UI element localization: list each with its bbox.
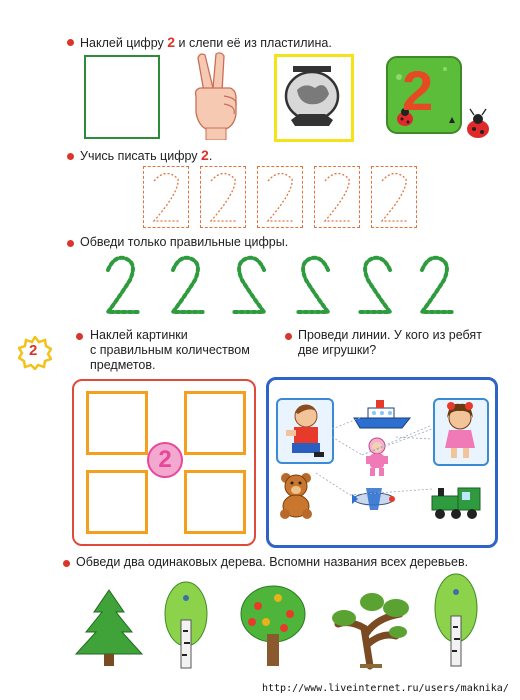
sticker-slot-2[interactable]	[184, 391, 246, 455]
sticker-placeholder-frame[interactable]	[84, 55, 160, 139]
center-digit: 2	[158, 446, 172, 473]
dotted-digit-mirrored-2[interactable]	[292, 254, 336, 318]
instruction-pictures: Наклей картинки с правильным количеством предметов.	[90, 328, 250, 372]
plasticine-jar-image	[279, 60, 347, 134]
trace-box-2[interactable]	[200, 166, 246, 228]
bullet-lines	[285, 333, 292, 340]
bullet-trees	[63, 560, 70, 567]
oak-tree-image[interactable]	[330, 588, 410, 670]
bullet-trace	[67, 240, 74, 247]
dotted-digit-correct-2[interactable]	[165, 254, 209, 318]
trace-box-4[interactable]	[314, 166, 360, 228]
dotted-digit-mirrored-1[interactable]	[228, 254, 272, 318]
bullet-sticker	[67, 39, 74, 46]
spruce-tree-image[interactable]	[66, 588, 152, 670]
sticker-slot-4[interactable]	[184, 470, 246, 534]
trace-box-1[interactable]	[143, 166, 189, 228]
instruction-sticker: Наклей цифру 2 и слепи её из пластилина.	[80, 34, 332, 50]
dotted-digit-correct-3[interactable]	[414, 254, 458, 318]
instruction-trace: Обведи только правильные цифры.	[80, 235, 289, 249]
instruction-trees: Обведи два одинаковых дерева. Вспомни названия всех деревьев.	[76, 555, 469, 569]
dotted-digit-correct-1[interactable]	[100, 254, 144, 318]
page-number: 2	[29, 342, 38, 359]
instruction-learn: Учись писать цифру 2.	[80, 147, 213, 163]
bullet-pictures	[76, 333, 83, 340]
matching-guide-lines	[266, 377, 492, 542]
bullet-learn	[67, 153, 74, 160]
footer-url[interactable]: http://www.liveinternet.ru/users/maknika/	[262, 683, 509, 694]
two-fingers-hand-image	[186, 52, 244, 140]
instruction-lines: Проведи линии. У кого из ребят две игрушки?	[298, 328, 482, 357]
sticker-slot-1[interactable]	[86, 391, 148, 455]
green-card-digit: 2	[402, 59, 434, 122]
birch-tree-1-image[interactable]	[162, 580, 210, 670]
trace-box-3[interactable]	[257, 166, 303, 228]
trace-box-5[interactable]	[371, 166, 417, 228]
apple-tree-image[interactable]	[238, 584, 308, 670]
sticker-slot-3[interactable]	[86, 470, 148, 534]
dotted-digit-mirrored-3[interactable]	[354, 254, 398, 318]
birch-tree-2-image[interactable]	[432, 572, 480, 668]
